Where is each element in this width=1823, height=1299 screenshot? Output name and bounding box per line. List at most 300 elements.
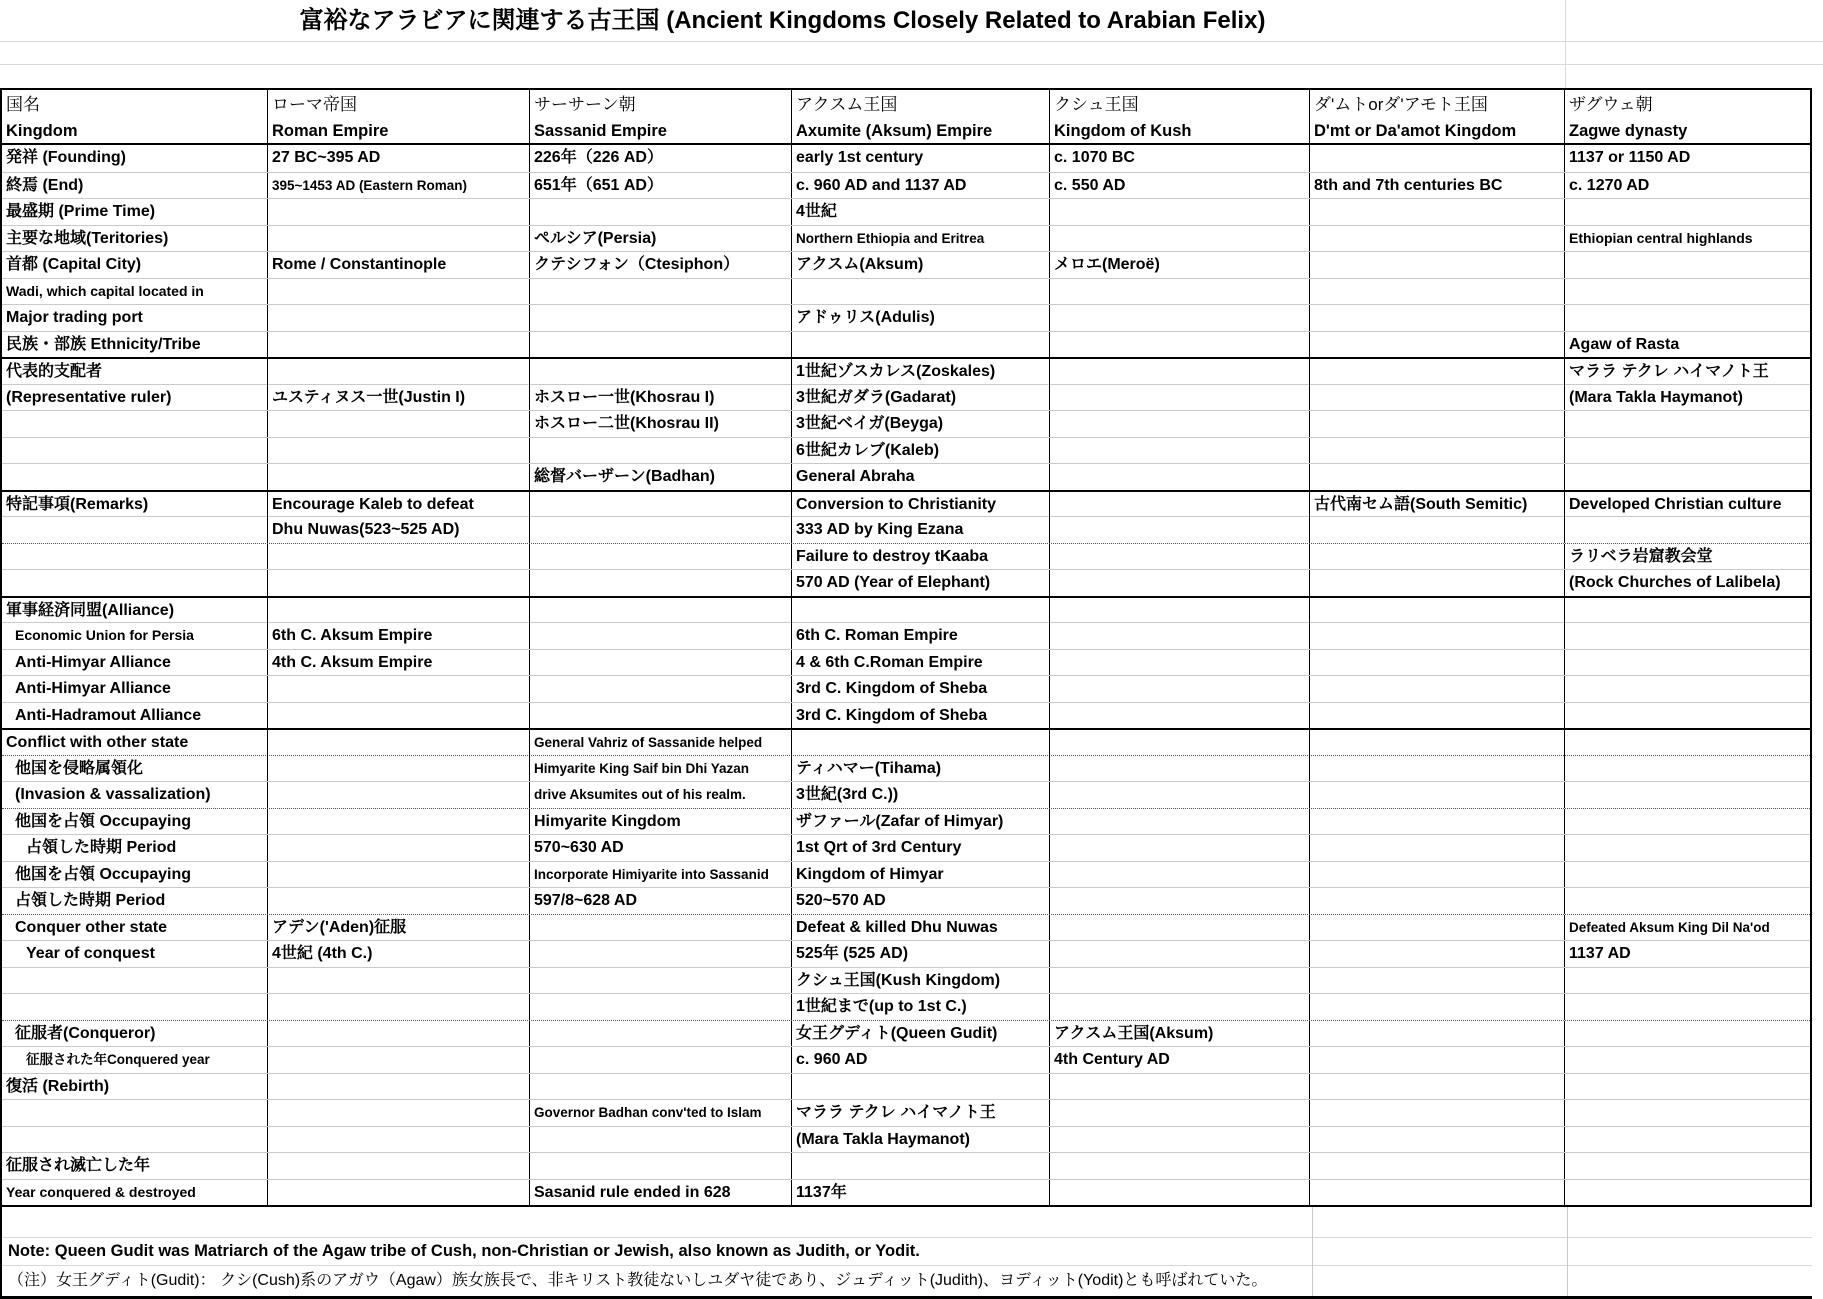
cell-r32-c1 [268,968,530,994]
cell-r31-c3: 525年 (525 AD) [792,941,1050,967]
table-row [2,993,1810,1020]
cell-r40-c2: Sasanid rule ended in 628 [530,1180,792,1206]
table-row [2,675,1810,702]
cell-r6-c3 [792,279,1050,305]
cell-r27-c2: 570~630 AD [530,835,792,861]
cell-r38-c4 [1050,1127,1310,1153]
table-row [2,410,1810,437]
cell-r15-c4 [1050,517,1310,543]
cell-r39-c0: 征服され滅亡した年 [2,1153,268,1179]
cell-r7-c5 [1310,305,1565,331]
cell-r25-c3: 3世紀(3rd C.)) [792,782,1050,808]
table-row [2,1179,1810,1206]
cell-r2-c4: c. 550 AD [1050,173,1310,199]
cell-r21-c1 [268,676,530,702]
cell-r37-c2: Governor Badhan conv'ted to Islam [530,1100,792,1126]
table-row [2,1046,1810,1073]
cell-r30-c5 [1310,915,1565,941]
cell-r10-c0: (Representative ruler) [2,385,268,411]
kingdoms-comparison-table [0,88,1812,1207]
cell-r8-c6: Agaw of Rasta [1569,335,1680,353]
cell-r28-c3: Kingdom of Himyar [792,862,1050,888]
cell-r22-c5 [1310,703,1565,729]
cell-r1-c4: c. 1070 BC [1050,145,1310,172]
cell-r12-c4 [1050,438,1310,464]
cell-r6-c1 [268,279,530,305]
cell-r40-c1 [268,1180,530,1206]
table-row [2,728,1810,755]
cell-r12-c5 [1310,438,1565,464]
table-row [2,543,1810,570]
table-row [2,887,1810,914]
cell-r26-c6 [1565,809,1810,835]
table-row [2,278,1810,305]
cell-r1-c0: 発祥 (Founding) [2,145,268,172]
cell-r36-c6 [1565,1074,1810,1100]
cell-r4-c2: ペルシア(Persia) [530,226,792,252]
cell-r19-c5 [1310,623,1565,649]
cell-r24-c6 [1565,756,1810,782]
cell-r7-c6 [1565,305,1810,331]
cell-r30-c6: Defeated Aksum King Dil Na'od [1569,919,1770,935]
cell-r4-c3: Northern Ethiopia and Eritrea [792,226,1050,252]
cell-r38-c3: (Mara Takla Haymanot) [792,1127,1050,1153]
cell-r16-c0 [2,544,268,570]
cell-r31-c2 [530,941,792,967]
cell-r22-c1 [268,703,530,729]
cell-r22-c3: 3rd C. Kingdom of Sheba [792,703,1050,729]
cell-r6-c2 [530,279,792,305]
cell-r35-c3: c. 960 AD [792,1047,1050,1073]
cell-r24-c5 [1310,756,1565,782]
cell-r10-c1: ユスティヌス一世(Justin I) [268,385,530,411]
cell-r14-c2 [530,492,792,518]
table-row [2,967,1810,994]
cell-r31-c6: 1137 AD [1569,945,1631,962]
cell-r11-c4 [1050,411,1310,437]
cell-r16-c2 [530,544,792,570]
cell-r2-c1: 395~1453 AD (Eastern Roman) [268,173,530,199]
table-row [2,1073,1810,1100]
cell-r39-c5 [1310,1153,1565,1179]
cell-r3-c5 [1310,199,1565,225]
cell-r24-c0: 他国を侵略属領化 [2,756,268,782]
cell-r32-c0 [2,968,268,994]
cell-r12-c2 [530,438,792,464]
cell-r4-c6: Ethiopian central highlands [1569,229,1753,246]
table-row [2,914,1810,941]
cell-r34-c5 [1310,1021,1565,1047]
cell-r20-c5 [1310,650,1565,676]
cell-r1-c1: 27 BC~395 AD [268,145,530,172]
cell-r15-c1: Dhu Nuwas(523~525 AD) [268,517,530,543]
cell-r9-c3: 1世紀ゾスカレス(Zoskales) [792,359,1050,385]
header-cell-0: 国名 Kingdom [2,90,268,145]
table-row [2,569,1810,596]
cell-r40-c0: Year conquered & destroyed [2,1180,268,1206]
cell-r36-c1 [268,1074,530,1100]
table-row [2,1152,1810,1179]
table-row [2,596,1810,623]
cell-r9-c5 [1310,359,1565,385]
cell-r38-c6 [1565,1127,1810,1153]
cell-r32-c3: クシュ王国(Kush Kingdom) [792,968,1050,994]
cell-r39-c6 [1565,1153,1810,1179]
empty-row [0,42,1823,65]
cell-r28-c6 [1565,862,1810,888]
table-row [2,172,1810,199]
cell-r25-c2: drive Aksumites out of his realm. [530,782,792,808]
cell-r38-c1 [268,1127,530,1153]
cell-r15-c3: 333 AD by King Ezana [792,517,1050,543]
table-row [2,331,1810,358]
cell-r26-c0: 他国を占領 Occupaying [2,809,268,835]
cell-r13-c6 [1565,464,1810,490]
cell-r21-c3: 3rd C. Kingdom of Sheba [792,676,1050,702]
header-cell-5: ダ'ムトorダ'アモト王国 D'mt or Da'amot Kingdom [1310,90,1565,145]
cell-r7-c2 [530,305,792,331]
cell-r20-c4 [1050,650,1310,676]
cell-r18-c5 [1310,598,1565,624]
cell-r9-c2 [530,359,792,385]
cell-r27-c5 [1310,835,1565,861]
cell-r37-c0 [2,1100,268,1126]
cell-r28-c4 [1050,862,1310,888]
cell-r1-c6: 1137 or 1150 AD [1569,149,1691,166]
cell-r2-c3: c. 960 AD and 1137 AD [792,173,1050,199]
cell-r39-c3 [792,1153,1050,1179]
cell-r9-c1 [268,359,530,385]
cell-r40-c3: 1137年 [792,1180,1050,1206]
table-row [2,808,1810,835]
cell-r17-c5 [1310,570,1565,596]
cell-r29-c1 [268,888,530,914]
empty-row [2,1207,1812,1238]
cell-r26-c2: Himyarite Kingdom [530,809,792,835]
cell-r21-c6 [1565,676,1810,702]
cell-r13-c2: 総督バーザーン(Badhan) [530,464,792,490]
cell-r32-c5 [1310,968,1565,994]
cell-r22-c6 [1565,703,1810,729]
cell-r18-c0: 軍事経済同盟(Alliance) [2,598,268,624]
cell-r23-c2: General Vahriz of Sassanide helped [530,730,792,756]
cell-r28-c2: Incorporate Himiyarite into Sassanid [530,862,792,888]
cell-r39-c2 [530,1153,792,1179]
cell-r29-c4 [1050,888,1310,914]
cell-r7-c3: アドゥリス(Adulis) [792,305,1050,331]
cell-r33-c6 [1565,994,1810,1020]
cell-r23-c0: Conflict with other state [2,730,268,756]
table-row [2,702,1810,729]
cell-r21-c4 [1050,676,1310,702]
header-cell-3: アクスム王国 Axumite (Aksum) Empire [792,90,1050,145]
cell-r37-c6 [1565,1100,1810,1126]
cell-r11-c5 [1310,411,1565,437]
cell-r13-c5 [1310,464,1565,490]
cell-r5-c1: Rome / Constantinople [268,252,530,278]
cell-r12-c6 [1565,438,1810,464]
cell-r3-c4 [1050,199,1310,225]
cell-r23-c6 [1565,730,1810,756]
header-cell-4: クシュ王国 Kingdom of Kush [1050,90,1310,145]
note-english: Note: Queen Gudit was Matriarch of the Agaw tribe of Cush, non-Christian or Jewish, also known as Judith, or Yodit. [2,1238,1812,1266]
cell-r21-c2 [530,676,792,702]
cell-r4-c1 [268,226,530,252]
cell-r18-c2 [530,598,792,624]
cell-r24-c4 [1050,756,1310,782]
cell-r2-c6: c. 1270 AD [1569,176,1650,194]
cell-r37-c1 [268,1100,530,1126]
note-japanese: （注）女王グディト(Gudit)： クシ(Cush)系のアガウ（Agaw）族女族長で、非キリスト教徒ないしユダヤ徒であり、ジュディット(Judith)、ヨディット(Yodit)とも呼ばれていた。 [8,1272,1268,1289]
cell-r20-c1: 4th C. Aksum Empire [268,650,530,676]
cell-r33-c5 [1310,994,1565,1020]
cell-r15-c5 [1310,517,1565,543]
cell-r10-c4 [1050,385,1310,411]
cell-r15-c0 [2,517,268,543]
cell-r11-c3: 3世紀ベイガ(Beyga) [792,411,1050,437]
cell-r34-c4: アクスム王国(Aksum) [1050,1021,1310,1047]
cell-r30-c2 [530,915,792,941]
table-row [2,304,1810,331]
cell-r18-c3 [792,598,1050,624]
cell-r14-c4 [1050,492,1310,518]
table-row [2,781,1810,808]
cell-r29-c3: 520~570 AD [792,888,1050,914]
cell-r37-c3: マララ テクレ ハイマノト王 [792,1100,1050,1126]
cell-r11-c6 [1565,411,1810,437]
cell-r9-c6: マララ テクレ ハイマノト王 [1569,363,1769,380]
cell-r24-c3: ティハマー(Tihama) [792,756,1050,782]
cell-r6-c0: Wadi, which capital located in [2,279,268,305]
cell-r27-c4 [1050,835,1310,861]
cell-r5-c5 [1310,252,1565,278]
cell-r26-c3: ザファール(Zafar of Himyar) [792,809,1050,835]
cell-r8-c5 [1310,332,1565,358]
cell-r26-c1 [268,809,530,835]
cell-r31-c4 [1050,941,1310,967]
cell-r16-c5 [1310,544,1565,570]
gridline-vertical [1565,0,1566,41]
table-row [2,755,1810,782]
cell-r5-c4: メロエ(Meroë) [1050,252,1310,278]
cell-r27-c3: 1st Qrt of 3rd Century [792,835,1050,861]
cell-r37-c4 [1050,1100,1310,1126]
cell-r31-c0: Year of conquest [2,941,268,967]
gridline-vertical [1565,65,1566,88]
cell-r29-c6 [1565,888,1810,914]
cell-r3-c2 [530,199,792,225]
cell-r34-c2 [530,1021,792,1047]
cell-r32-c2 [530,968,792,994]
cell-r5-c3: アクスム(Aksum) [792,252,1050,278]
cell-r17-c4 [1050,570,1310,596]
cell-r33-c0 [2,994,268,1020]
cell-r15-c2 [530,517,792,543]
cell-r33-c2 [530,994,792,1020]
cell-r12-c3: 6世紀カレブ(Kaleb) [792,438,1050,464]
cell-r14-c0: 特記事項(Remarks) [2,492,268,518]
cell-r23-c5 [1310,730,1565,756]
cell-r28-c5 [1310,862,1565,888]
table-row [2,384,1810,411]
cell-r16-c4 [1050,544,1310,570]
cell-r35-c2 [530,1047,792,1073]
cell-r29-c0: 占領した時期 Period [2,888,268,914]
cell-r37-c5 [1310,1100,1565,1126]
cell-r18-c6 [1565,598,1810,624]
cell-r36-c4 [1050,1074,1310,1100]
cell-r9-c4 [1050,359,1310,385]
cell-r3-c1 [268,199,530,225]
cell-r3-c6 [1565,199,1810,225]
cell-r19-c1: 6th C. Aksum Empire [268,623,530,649]
cell-r25-c0: (Invasion & vassalization) [2,782,268,808]
gridline-vertical [1312,1207,1313,1296]
cell-r8-c0: 民族・部族 Ethnicity/Tribe [2,332,268,358]
cell-r10-c2: ホスロー一世(Khosrau I) [530,385,792,411]
cell-r3-c0: 最盛期 (Prime Time) [2,199,268,225]
cell-r19-c0: Economic Union for Persia [2,623,268,649]
gridline-vertical [1565,42,1566,64]
header-cell-2: サーサーン朝 Sassanid Empire [530,90,792,145]
cell-r13-c0 [2,464,268,490]
cell-r6-c4 [1050,279,1310,305]
cell-r38-c5 [1310,1127,1565,1153]
cell-r25-c5 [1310,782,1565,808]
cell-r36-c0: 復活 (Rebirth) [2,1074,268,1100]
cell-r13-c1 [268,464,530,490]
cell-r14-c5: 古代南セム語(South Semitic) [1310,492,1565,518]
cell-r19-c6 [1565,623,1810,649]
cell-r10-c5 [1310,385,1565,411]
cell-r20-c0: Anti-Himyar Alliance [2,650,268,676]
cell-r35-c4: 4th Century AD [1050,1047,1310,1073]
table-row [2,940,1810,967]
cell-r40-c6 [1565,1180,1810,1206]
cell-r35-c5 [1310,1047,1565,1073]
cell-r17-c0 [2,570,268,596]
cell-r35-c0: 征服された年Conquered year [2,1047,268,1073]
table-row [2,198,1810,225]
cell-r18-c1 [268,598,530,624]
table-row [2,463,1810,490]
cell-r35-c6 [1565,1047,1810,1073]
table-row [2,1126,1810,1153]
cell-r17-c6: (Rock Churches of Lalibela) [1569,574,1781,591]
cell-r1-c2: 226年（226 AD） [530,145,792,172]
cell-r20-c2 [530,650,792,676]
cell-r2-c0: 終焉 (End) [2,173,268,199]
cell-r29-c2: 597/8~628 AD [530,888,792,914]
cell-r31-c1: 4世紀 (4th C.) [268,941,530,967]
cell-r19-c3: 6th C. Roman Empire [792,623,1050,649]
cell-r18-c4 [1050,598,1310,624]
cell-r16-c1 [268,544,530,570]
cell-r22-c2 [530,703,792,729]
cell-r27-c0: 占領した時期 Period [2,835,268,861]
cell-r30-c1: アデン('Aden)征服 [268,915,530,941]
cell-r6-c6 [1565,279,1810,305]
cell-r11-c0 [2,411,268,437]
cell-r26-c4 [1050,809,1310,835]
cell-r36-c5 [1310,1074,1565,1100]
cell-r23-c4 [1050,730,1310,756]
cell-r16-c3: Failure to destroy tKaaba [792,544,1050,570]
notes-area [0,1207,1812,1299]
cell-r10-c6: (Mara Takla Haymanot) [1569,388,1743,406]
cell-r13-c3: General Abraha [792,464,1050,490]
cell-r25-c4 [1050,782,1310,808]
cell-r19-c2 [530,623,792,649]
cell-r27-c6 [1565,835,1810,861]
table-row [2,1020,1810,1047]
table-row [2,649,1810,676]
cell-r32-c4 [1050,968,1310,994]
cell-r32-c6 [1565,968,1810,994]
cell-r25-c6 [1565,782,1810,808]
cell-r12-c1 [268,438,530,464]
title-row [0,0,1823,42]
header-cell-1: ローマ帝国 Roman Empire [268,90,530,145]
cell-r12-c0 [2,438,268,464]
cell-r36-c3 [792,1074,1050,1100]
cell-r33-c4 [1050,994,1310,1020]
cell-r27-c1 [268,835,530,861]
cell-r14-c1: Encourage Kaleb to defeat [268,492,530,518]
cell-r36-c2 [530,1074,792,1100]
cell-r26-c5 [1310,809,1565,835]
table-row [2,490,1810,517]
cell-r1-c3: early 1st century [792,145,1050,172]
cell-r29-c5 [1310,888,1565,914]
cell-r7-c0: Major trading port [2,305,268,331]
cell-r38-c2 [530,1127,792,1153]
cell-r20-c6 [1565,650,1810,676]
cell-r23-c1 [268,730,530,756]
cell-r8-c4 [1050,332,1310,358]
cell-r39-c1 [268,1153,530,1179]
page-title: 富裕なアラビアに関連する古王国 (Ancient Kingdoms Closely Related to Arabian Felix) [299,7,1266,34]
cell-r1-c5 [1310,145,1565,172]
cell-r6-c5 [1310,279,1565,305]
cell-r11-c1 [268,411,530,437]
table-row [2,251,1810,278]
cell-r24-c1 [268,756,530,782]
cell-r7-c1 [268,305,530,331]
cell-r4-c5 [1310,226,1565,252]
cell-r17-c1 [268,570,530,596]
table-row [2,516,1810,543]
cell-r34-c3: 女王グディト(Queen Gudit) [792,1021,1050,1047]
empty-row [0,65,1823,88]
table-row [2,437,1810,464]
cell-r8-c2 [530,332,792,358]
cell-r34-c6 [1565,1021,1810,1047]
cell-r40-c4 [1050,1180,1310,1206]
cell-r2-c5: 8th and 7th centuries BC [1310,173,1565,199]
cell-r17-c2 [530,570,792,596]
table-row [2,861,1810,888]
cell-r33-c1 [268,994,530,1020]
cell-r28-c0: 他国を占領 Occupaying [2,862,268,888]
cell-r39-c4 [1050,1153,1310,1179]
cell-r40-c5 [1310,1180,1565,1206]
cell-r30-c4 [1050,915,1310,941]
cell-r9-c0: 代表的支配者 [2,359,268,385]
table-row [2,225,1810,252]
cell-r34-c0: 征服者(Conqueror) [2,1021,268,1047]
cell-r14-c6: Developed Christian culture [1569,495,1782,513]
